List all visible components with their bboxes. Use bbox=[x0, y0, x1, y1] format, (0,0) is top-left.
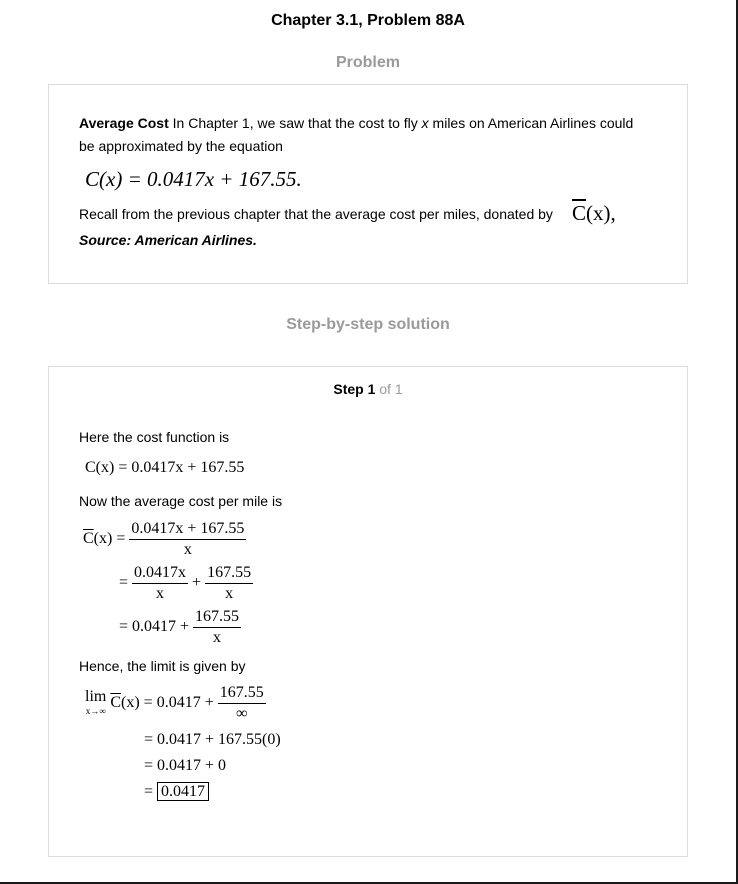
problem-text-line1: Average Cost In Chapter 1, we saw that the cost to fly x miles on American Airlines could bbox=[79, 115, 634, 131]
final-answer: 0.0417 bbox=[157, 782, 209, 801]
problem-text-line2: be approximated by the equation bbox=[79, 138, 283, 154]
problem-heading: Problem bbox=[335, 54, 400, 71]
source-citation: Source: American Airlines. bbox=[79, 232, 257, 248]
fraction: $\frac{167.55}{\infty}$ bbox=[219, 684, 264, 722]
limit-intro: Hence, the limit is given by bbox=[79, 658, 246, 674]
solution-box bbox=[48, 366, 688, 857]
average-cost-line2: = $\frac{0.0417x}{x}$ + $\frac{167.55}{x}$ bbox=[119, 564, 252, 602]
average-cost-line3: = 0.0417 + $\frac{167.55}{x}$ bbox=[119, 608, 240, 646]
average-cost-line1: $\overline{C}(x)$ = $\frac{0.0417x + 167.55}{x}$ bbox=[83, 520, 245, 558]
limit-line2: = 0.0417 + 167.55(0) bbox=[144, 731, 281, 748]
average-cost-intro: Now the average cost per mile is bbox=[79, 493, 283, 509]
problem-box bbox=[48, 84, 688, 284]
limit-line3: = 0.0417 + 0 bbox=[144, 757, 227, 774]
cost-function-equation: C(x) = 0.0417x + 167.55 bbox=[85, 459, 245, 476]
solution-heading: Step-by-step solution bbox=[286, 316, 450, 333]
solution-intro: Here the cost function is bbox=[79, 429, 230, 445]
fraction: $\frac{167.55}{x}$ bbox=[207, 564, 252, 602]
fraction: $\frac{0.0417x + 167.55}{x}$ bbox=[131, 520, 245, 558]
cost-equation: C(x) = 0.0417x + 167.55. bbox=[85, 167, 302, 191]
limit-line1: lim x→∞ $\overline{C}(x) = 0.0417$ + $\frac{167.55}{\infty}$ bbox=[85, 684, 264, 722]
average-cost-symbol: $\overline{C}(x)$, bbox=[572, 201, 616, 225]
step-indicator: Step 1 of 1 bbox=[333, 381, 403, 397]
page-title: Chapter 3.1, Problem 88A bbox=[271, 12, 465, 29]
problem-recall-text: Recall from the previous chapter that the average cost per miles, donated by bbox=[79, 206, 553, 222]
limit-operator: lim x→∞ bbox=[85, 687, 107, 716]
limit-line4: = 0.0417 bbox=[144, 783, 209, 801]
fraction: $\frac{0.0417x}{x}$ bbox=[134, 564, 187, 602]
fraction: $\frac{167.55}{x}$ bbox=[195, 608, 240, 646]
problem-lead: Average Cost bbox=[79, 115, 169, 131]
